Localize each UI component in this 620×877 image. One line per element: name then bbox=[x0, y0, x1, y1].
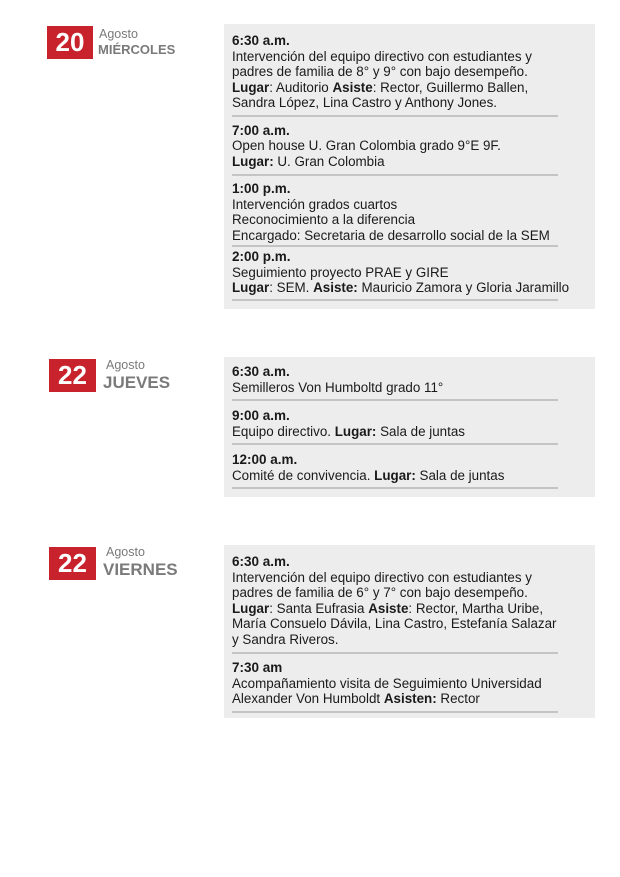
event-text-line bbox=[232, 616, 595, 632]
event-text-line bbox=[232, 676, 595, 692]
event-text-line bbox=[232, 64, 595, 80]
event-time: 7:00 a.m. bbox=[232, 122, 290, 138]
events-panel bbox=[224, 24, 595, 309]
event-text-segment: padres de familia de 8° y 9° con bajo desempeño. bbox=[232, 64, 528, 79]
event-label-bold: Asiste bbox=[332, 79, 373, 95]
event-text-segment: Encargado: Secretaria de desarrollo social de la SEM bbox=[232, 227, 550, 243]
event-time: 12:00 a.m. bbox=[232, 452, 298, 467]
event-text-segment: Mauricio Zamora y Gloria Jaramillo bbox=[357, 280, 570, 295]
event-text-line bbox=[232, 601, 595, 617]
event-separator bbox=[232, 299, 558, 301]
event-text-line bbox=[232, 424, 595, 440]
day-number-badge: 20 bbox=[47, 26, 93, 59]
event-separator bbox=[232, 487, 558, 489]
event-text-segment: Sala de juntas bbox=[415, 467, 505, 483]
day-number-badge: 22 bbox=[49, 359, 96, 392]
events-panel bbox=[224, 357, 595, 497]
event-item bbox=[224, 401, 595, 439]
event-item bbox=[224, 24, 595, 111]
event-text-segment: : Auditorio bbox=[269, 79, 333, 95]
event-time: 6:30 a.m. bbox=[232, 33, 290, 48]
event-text-segment: : SEM. bbox=[269, 280, 314, 295]
event-label-bold: Lugar: bbox=[334, 423, 377, 439]
event-text-segment: : Santa Eufrasia bbox=[269, 600, 369, 616]
event-text-line bbox=[232, 212, 595, 228]
event-item bbox=[224, 117, 595, 170]
event-text-line bbox=[232, 280, 595, 296]
event-text-line bbox=[232, 585, 595, 601]
weekday-label: JUEVES bbox=[103, 373, 171, 392]
event-text-line bbox=[232, 228, 595, 244]
event-text-segment: Sandra López, Lina Castro y Anthony Jones. bbox=[232, 95, 498, 110]
event-text-segment: y Sandra Riveros. bbox=[232, 631, 339, 647]
event-text-segment: Equipo directivo. bbox=[232, 423, 335, 439]
event-label-bold: Lugar: bbox=[374, 467, 416, 483]
event-text-line bbox=[232, 154, 595, 170]
event-text-segment: Open house U. Gran Colombia grado 9°E 9F. bbox=[232, 138, 501, 153]
event-text-segment: : Rector, Martha Uribe, bbox=[408, 600, 544, 616]
event-label-bold: Asisten: bbox=[383, 691, 437, 706]
day-number-badge: 22 bbox=[49, 547, 96, 580]
weekday-label: MIÉRCOLES bbox=[98, 42, 176, 57]
month-label: Agosto bbox=[99, 27, 138, 41]
event-text-segment: Rector bbox=[436, 691, 480, 706]
event-text-segment: Reconocimiento a la diferencia bbox=[232, 212, 416, 227]
event-label-bold: Lugar bbox=[232, 600, 270, 616]
event-item bbox=[224, 247, 595, 296]
event-text-segment: Alexander Von Humboldt bbox=[232, 691, 384, 706]
event-text-segment: Intervención grados cuartos bbox=[232, 196, 398, 212]
event-time: 6:30 a.m. bbox=[232, 554, 290, 569]
event-text-segment: Comité de convivencia. bbox=[232, 467, 375, 483]
event-text-segment: Sala de juntas bbox=[376, 423, 465, 439]
event-text-line bbox=[232, 49, 595, 65]
event-text-segment: Intervención del equipo directivo con estudiantes y bbox=[232, 569, 532, 585]
event-label-bold: Asiste: bbox=[313, 280, 358, 295]
event-time: 6:30 a.m. bbox=[232, 364, 290, 379]
event-item bbox=[224, 545, 595, 647]
event-text-line bbox=[232, 691, 595, 707]
event-text-segment: padres de familia de 6° y 7° con bajo desempeño. bbox=[232, 585, 528, 600]
event-text-line bbox=[232, 265, 595, 281]
event-text-segment: Acompañamiento visita de Seguimiento Universidad bbox=[232, 675, 542, 691]
event-text-line bbox=[232, 380, 595, 396]
event-text-segment: : Rector, Guillermo Ballen, bbox=[372, 79, 529, 95]
event-text-line bbox=[232, 80, 595, 96]
event-text-line bbox=[232, 468, 595, 484]
event-text-line bbox=[232, 138, 595, 154]
event-separator bbox=[232, 711, 558, 713]
event-label-bold: Lugar: bbox=[232, 153, 274, 169]
event-text-segment: Intervención del equipo directivo con estudiantes y bbox=[232, 48, 532, 64]
event-label-bold: Lugar bbox=[232, 280, 270, 295]
event-text-segment: Semilleros Von Humboltd grado 11° bbox=[232, 379, 444, 395]
event-text-segment: María Consuelo Dávila, Lina Castro, Estefanía Salazar bbox=[232, 616, 557, 631]
event-text-line bbox=[232, 197, 595, 213]
event-text-segment: Seguimiento proyecto PRAE y GIRE bbox=[232, 264, 449, 280]
event-time: 7:30 am bbox=[232, 660, 283, 675]
event-label-bold: Lugar bbox=[232, 79, 270, 95]
event-text-line bbox=[232, 95, 595, 111]
event-label-bold: Asiste bbox=[368, 600, 409, 616]
event-time: 9:00 a.m. bbox=[232, 408, 290, 423]
month-label: Agosto bbox=[106, 545, 145, 559]
weekday-label: VIERNES bbox=[103, 560, 178, 579]
event-text-line bbox=[232, 570, 595, 586]
event-text-segment: U. Gran Colombia bbox=[273, 153, 385, 169]
event-item bbox=[224, 654, 595, 707]
event-item bbox=[224, 176, 595, 243]
month-label: Agosto bbox=[106, 358, 145, 372]
event-item bbox=[224, 445, 595, 483]
event-item bbox=[224, 357, 595, 395]
event-text-line bbox=[232, 632, 595, 648]
event-time: 2:00 p.m. bbox=[232, 249, 291, 264]
events-panel bbox=[224, 545, 595, 718]
event-time: 1:00 p.m. bbox=[232, 181, 291, 196]
